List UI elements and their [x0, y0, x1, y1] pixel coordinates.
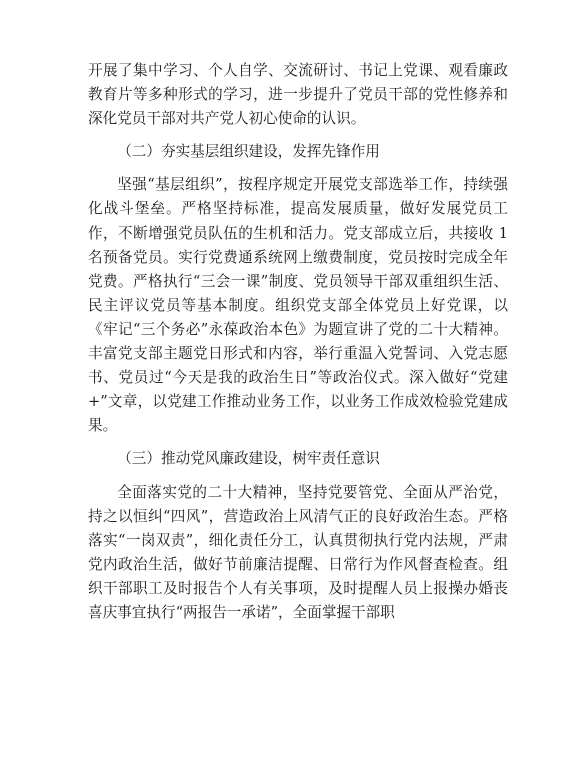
section-heading-2: （二）夯实基层组织建设，发挥先锋作用 — [117, 143, 380, 161]
paragraph-clean-governance: 全面落实党的二十大精神，坚持党要管党、全面从严治党，持之以恒纠“四风”，营造政治上风清气正的良好政治生态。严格落实“一岗双责”，细化责任分工，认真贯彻执行党内法规，严肃党内政治生活，做好节前廉洁提醒、日常行为作风督查检查。组织干部职工及时报告个人有关事项，及时提醒人员上报操办婚丧喜庆事宜执行“两报告一承诺”，全面掌握干部职 — [88, 483, 508, 621]
paragraph-organization-building: 坚强“基层组织”，按程序规定开展党支部选举工作，持续强化战斗堡垒。严格坚持标准，提高发展质量，做好发展党员工作，不断增强党员队伍的生机和活力。党支部成立后，共接收 1 名预备党员。实行党费通系统网上缴费制度，党员按时完成全年党费。严格执行“三会一课”制度、党员领导干部双重组织生活、民主评议党员等基本制度。组织党支部全体党员上好党课，以《牢记“三个务必”永葆政治本色》为题宣讲了党的二十大精神。丰富党支部主题党日形式和内容，举行重温入党誓词、入党志愿书、党员过“今天是我的政治生日”等政治仪式。深入做好“党建+”文章，以党建工作推动业务工作，以业务工作成效检验党建成果。 — [88, 176, 508, 435]
document-body — [88, 59, 508, 625]
section-heading-3: （三）推动党风廉政建设，树牢责任意识 — [117, 450, 380, 468]
paragraph-continuation: 开展了集中学习、个人自学、交流研讨、书记上党课、观看廉政教育片等多种形式的学习，进一步提升了党员干部的党性修养和深化党员干部对共产党人初心使命的认识。 — [88, 62, 508, 128]
